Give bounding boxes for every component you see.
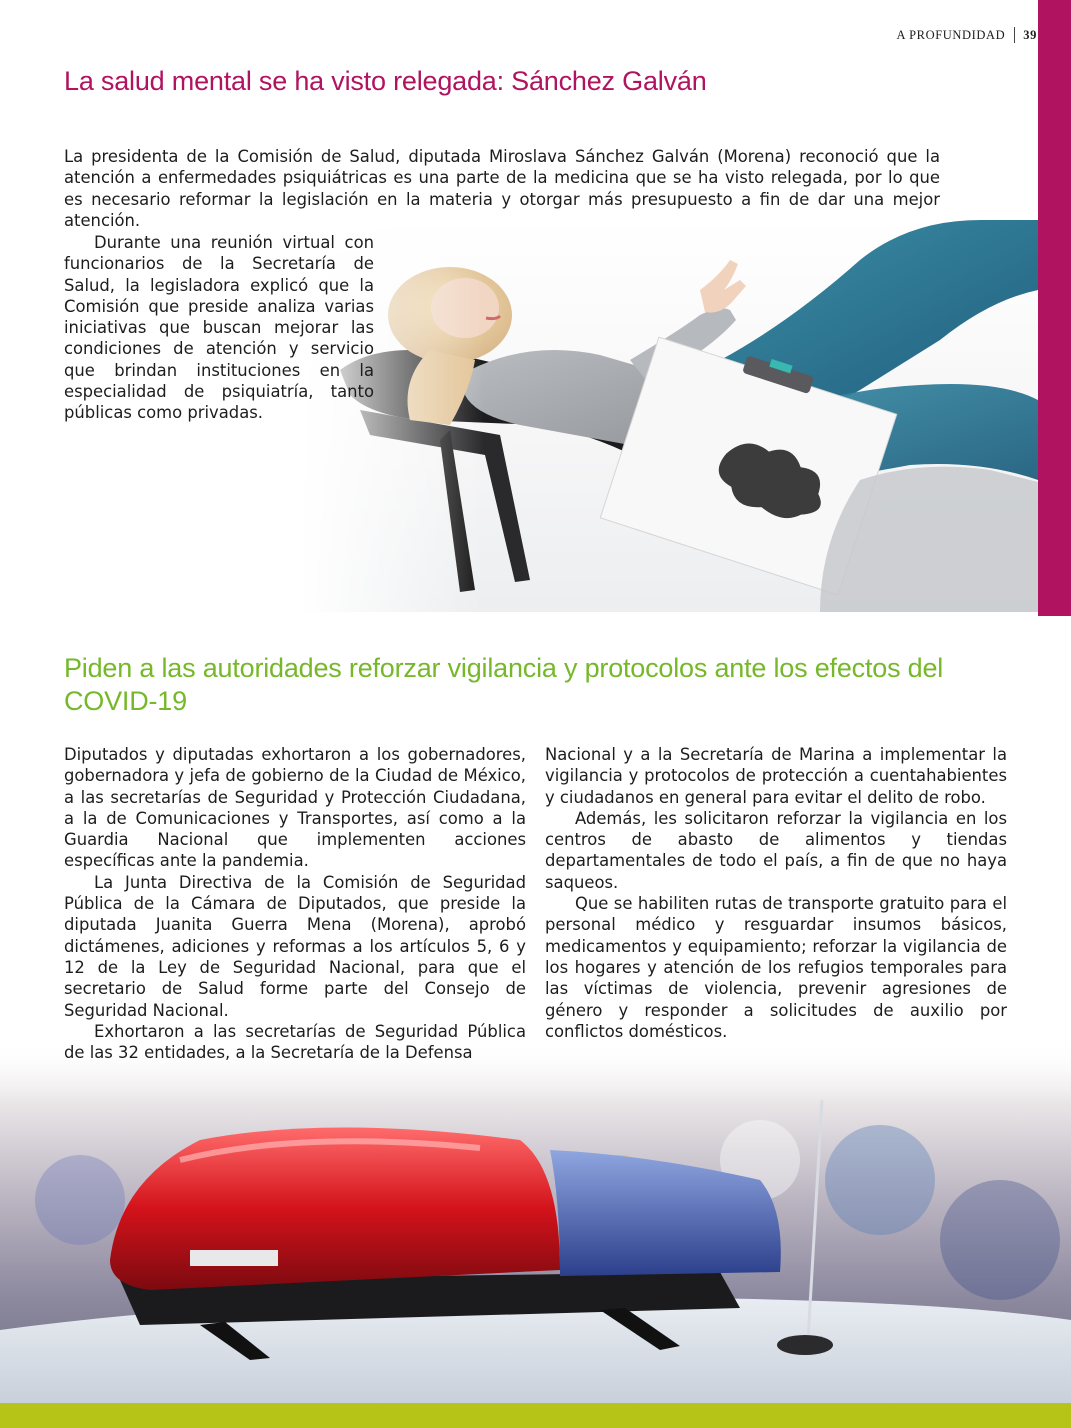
article2-left-paragraph: Diputados y diputadas exhortaron a los gobernadores, gobernadora y jefa de gobierno de la Ciudad de México, a las secretarías de Seguridad y Protección Ciudadana, a la de Comunicaciones y Transportes, así como a la Guardia Nacional que implementen acciones específicas ante la pandemia. [64,745,526,871]
police-siren-photo [0,1040,1071,1403]
article1-body: Durante una reunión virtual con funcionarios de la Secretaría de Salud, la legisladora explicó que la Comisión que preside analiza varias iniciativas que buscan mejorar las condiciones de atención y servicio que brindan instituciones en la especialidad de psiquiatría, tanto públicas como privadas. [64,233,374,423]
bottom-color-band [0,1403,1071,1428]
article1-intro: La presidenta de la Comisión de Salud, diputada Miroslava Sánchez Galván (Morena) reconoció que la atención a enfermedades psiquiátricas es una parte de la medicina que se ha visto relegada, por lo que es necesario reformar la legislación en la materia y otorgar más presupuesto a fin de dar una mejor atención. [64,147,940,230]
running-header [896,27,1037,43]
article2-right-paragraph: Nacional y a la Secretaría de Marina a implementar la vigilancia y protocolos de protección a cuentahabientes y ciudadanos en general para evitar el delito de robo. [545,745,1007,807]
section-name: A PROFUNDIDAD [896,27,1006,42]
article2-right-paragraph: Que se habiliten rutas de transporte gratuito para el personal médico y resguardar insumos básicos, medicamentos y equipamiento; reforzar la vigilancia de los hogares y atención de los refugios temporales para las víctimas de violencia, prevenir agresiones de género y responder a solicitudes de auxilio por conflictos domésticos. [545,894,1007,1041]
article1-title: La salud mental se ha visto relegada: Sánchez Galván [64,66,707,96]
article2-left-paragraph: Exhortaron a las secretarías de Seguridad Pública de las 32 entidades, a la Secretaría de la Defensa [64,1021,526,1063]
header-divider [1014,27,1015,43]
article2-column-right [545,744,1007,1042]
article2-title: Piden a las autoridades reforzar vigilancia y protocolos ante los efectos del COVID-19 [64,653,944,716]
article1-paragraph2 [64,232,374,424]
article2-left-paragraph: La Junta Directiva de la Comisión de Seguridad Pública de la Cámara de Diputados, que preside la diputada Juanita Guerra Mena (Morena), aprobó dictámenes, adiciones y reformas a los artículos 5, 6 y 12 de la Ley de Seguridad Nacional, para que el secretario de Salud forme parte del Consejo de Seguridad Nacional. [64,872,526,1020]
magenta-side-tab [1038,0,1071,616]
therapy-photo [300,220,1038,612]
article2-column-left [64,744,526,1063]
page-number: 39 [1023,27,1037,42]
article2-right-paragraph: Además, les solicitaron reforzar la vigilancia en los centros de abasto de alimentos y tiendas departamentales de todo el país, a fin de que no haya saqueos. [545,808,1007,892]
